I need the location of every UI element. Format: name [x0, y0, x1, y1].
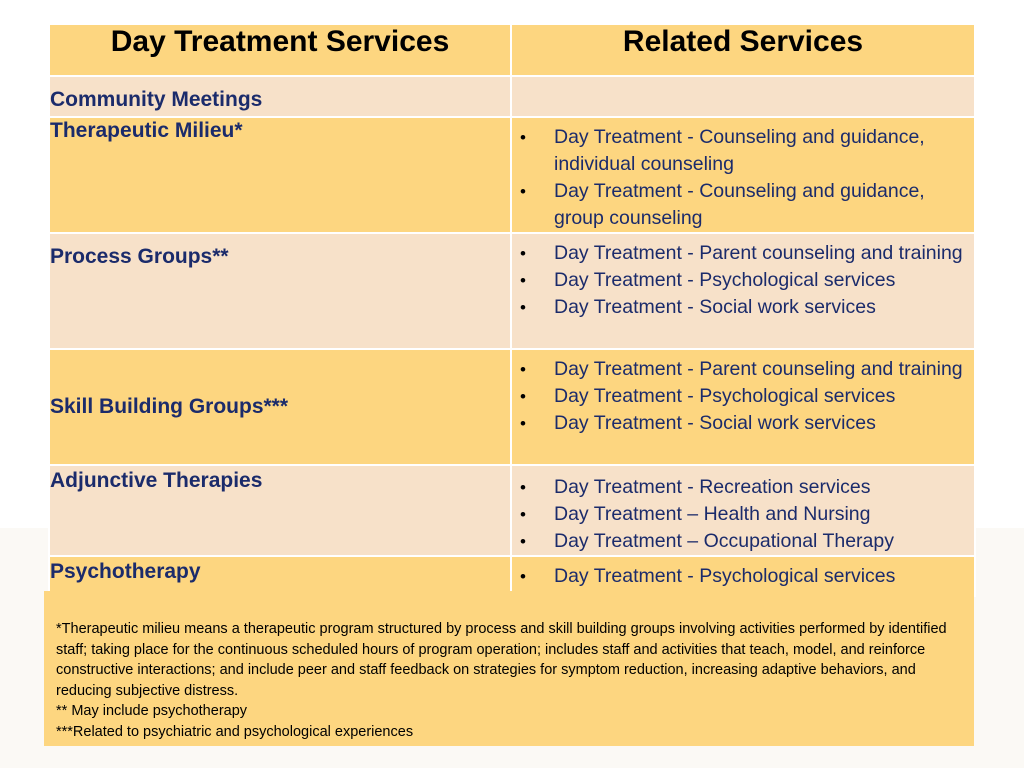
service-label: Psychotherapy [50, 560, 201, 583]
list-item: • Day Treatment - Parent counseling and training [512, 356, 974, 383]
related-cell-empty [511, 76, 975, 117]
table-row-skill-building-groups [49, 349, 975, 465]
bullet-icon: • [520, 505, 526, 524]
table-row-psychotherapy [49, 556, 975, 596]
related-list [512, 356, 974, 437]
service-label: Community Meetings [50, 88, 263, 111]
table-header-row [49, 24, 975, 76]
bullet-icon: • [520, 182, 526, 201]
list-item: • Day Treatment - Parent counseling and training [512, 240, 974, 267]
related-list [512, 240, 974, 321]
bullet-icon: • [520, 360, 526, 379]
footnote-box [44, 591, 974, 746]
list-item: • Day Treatment - Psychological services [512, 383, 974, 410]
slide-edge-right [1016, 0, 1024, 528]
list-item: • Day Treatment - Social work services [512, 410, 974, 437]
table-row-community-meetings [49, 76, 975, 117]
bullet-icon: • [520, 567, 526, 586]
header-related-services: Related Services [511, 24, 975, 76]
bullet-icon: • [520, 271, 526, 290]
list-item: • Day Treatment - Social work services [512, 294, 974, 321]
service-label: Therapeutic Milieu* [50, 119, 243, 142]
related-list [512, 474, 974, 555]
service-label: Adjunctive Therapies [50, 469, 263, 492]
footnote-double-asterisk: ** May include psychotherapy [56, 703, 248, 719]
list-item: • Day Treatment – Health and Nursing [512, 501, 974, 528]
list-item: • Day Treatment - Psychological services [512, 267, 974, 294]
header-day-treatment-services: Day Treatment Services [49, 24, 511, 76]
bullet-icon: • [520, 244, 526, 263]
service-label: Skill Building Groups*** [50, 395, 289, 418]
table-row-therapeutic-milieu [49, 117, 975, 233]
bullet-icon: • [520, 298, 526, 317]
footnote-triple-asterisk: ***Related to psychiatric and psychological experiences [56, 723, 414, 740]
list-item: • Day Treatment - Counseling and guidance, individual counseling [520, 126, 925, 175]
services-table [48, 23, 976, 597]
bullet-icon: • [520, 532, 526, 551]
related-list [512, 124, 974, 232]
bullet-icon: • [520, 387, 526, 406]
table-row-process-groups [49, 233, 975, 349]
footnote-therapeutic-milieu: *Therapeutic milieu means a therapeutic program structured by process and skill building groups involving activities performed by identified staff; taking place for the continuous scheduled hours of program operation; includes staff and activities that teach, model, and reinforce constructive interactions; and include peer and staff feedback on strategies for symptom reduction, increasing adaptive behaviors, and reducing subjective distress. [56, 621, 947, 699]
bullet-icon: • [520, 414, 526, 433]
service-label: Process Groups** [50, 245, 229, 268]
list-item: • Day Treatment - Counseling and guidance, group counseling [520, 180, 925, 229]
bullet-icon: • [520, 128, 526, 147]
list-item: • Day Treatment - Psychological services [512, 563, 974, 590]
list-item: • Day Treatment - Recreation services [512, 474, 974, 501]
slide-edge-left [0, 0, 8, 528]
table-row-adjunctive-therapies [49, 465, 975, 556]
related-list [512, 563, 974, 590]
bullet-icon: • [520, 478, 526, 497]
list-item: • Day Treatment – Occupational Therapy [512, 528, 974, 555]
